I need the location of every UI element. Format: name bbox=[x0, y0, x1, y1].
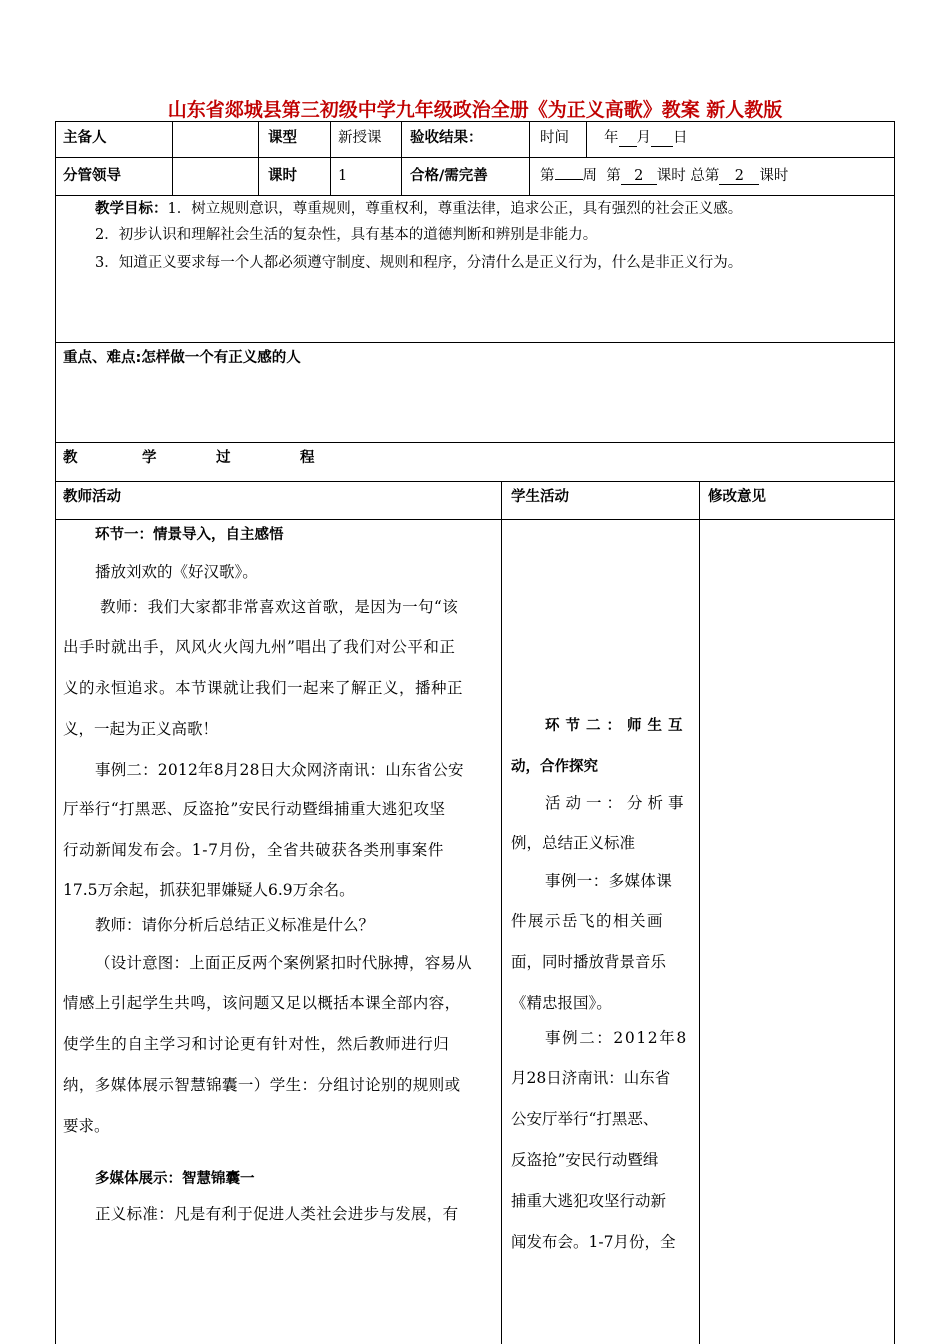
process-char-3: 过 bbox=[216, 450, 231, 466]
column-header-teacher: 教师活动 bbox=[63, 489, 121, 505]
student-line: 面，同时播放背景音乐 bbox=[511, 953, 667, 971]
teacher-line: 纳，多媒体展示智慧锦囊一）学生：分组讨论别的规则或 bbox=[63, 1076, 461, 1094]
total-suffix: 课时 bbox=[759, 168, 789, 184]
student-line: 事例二：2012年8 bbox=[545, 1029, 688, 1047]
label-supervisor: 分管领导 bbox=[63, 168, 121, 184]
column-divider bbox=[258, 121, 259, 195]
label-lesson-type: 课型 bbox=[268, 130, 297, 146]
label-pass-improve: 合格/需完善 bbox=[410, 168, 488, 184]
date-blank bbox=[651, 130, 673, 147]
teacher-line: 使学生的自主学习和讨论更有针对性，然后教师进行归 bbox=[63, 1035, 450, 1053]
label-acceptance-result: 验收结果： bbox=[410, 130, 483, 146]
value-lesson-type: 新授课 bbox=[338, 130, 382, 146]
student-line: 事例一：多媒体课 bbox=[545, 872, 673, 890]
process-char-1: 教 bbox=[63, 450, 78, 466]
schedule-field bbox=[540, 166, 788, 186]
teacher-line: 正义标准：凡是有利于促进人类社会进步与发展，有 bbox=[95, 1205, 459, 1223]
date-year: 年 bbox=[604, 130, 619, 146]
column-divider bbox=[501, 481, 502, 1344]
row-divider bbox=[55, 519, 895, 520]
objective-line-2: 2．初步认识和理解社会生活的复杂性，具有基本的道德判断和辨别是非能力。 bbox=[95, 227, 598, 243]
row-divider bbox=[55, 342, 895, 343]
value-periods: 1 bbox=[338, 168, 348, 184]
total-number: 2 bbox=[719, 168, 759, 185]
student-line: 捕重大逃犯攻坚行动新 bbox=[511, 1192, 667, 1210]
student-line: 例，总结正义标准 bbox=[511, 834, 636, 852]
student-heading-line-1: 环节二：师生互 bbox=[545, 718, 689, 734]
column-divider bbox=[586, 121, 587, 157]
row-divider bbox=[55, 442, 895, 443]
student-line: 闻发布会。1-7月份，全 bbox=[511, 1233, 676, 1251]
keypoints-label: 重点、难点: bbox=[63, 350, 142, 366]
process-char-4: 程 bbox=[300, 450, 315, 466]
keypoints-text: 怎样做一个有正义感的人 bbox=[141, 350, 301, 366]
student-line: 《精忠报国》。 bbox=[511, 994, 612, 1012]
student-line: 月28日济南讯：山东省 bbox=[511, 1069, 671, 1087]
column-header-student: 学生活动 bbox=[511, 489, 569, 505]
date-field bbox=[604, 128, 688, 148]
teacher-line: 事例二：2012年8月28日大众网济南讯：山东省公安 bbox=[95, 761, 464, 779]
teacher-line: 教师：我们大家都非常喜欢这首歌，是因为一句“该 bbox=[100, 598, 459, 616]
teacher-line: 情感上引起学生共鸣，该问题又足以概括本课全部内容， bbox=[63, 994, 461, 1012]
objective-line-3: 3．知道正义要求每一个人都必须遵守制度、规则和程序，分清什么是正义行为，什么是非正义行为。 bbox=[95, 255, 743, 271]
column-divider bbox=[401, 121, 402, 195]
column-divider bbox=[699, 481, 700, 1344]
document-title: 山东省郯城县第三初级中学九年级政治全册《为正义高歌》教案 新人教版 bbox=[167, 99, 783, 121]
label-time: 时间 bbox=[540, 130, 569, 146]
column-divider bbox=[529, 121, 530, 195]
teacher-line: 17.5万余起，抓获犯罪嫌疑人6.9万余名。 bbox=[63, 881, 355, 899]
week-suffix: 周 bbox=[582, 168, 597, 184]
student-line: 件展示岳飞的相关画 bbox=[511, 912, 665, 930]
row-divider bbox=[55, 481, 895, 482]
teacher-heading-1: 环节一：情景导入，自主感悟 bbox=[95, 527, 284, 543]
row-divider bbox=[55, 195, 895, 196]
lesson-number: 2 bbox=[621, 168, 657, 185]
teacher-line: 要求。 bbox=[63, 1117, 110, 1135]
teacher-line: 义的永恒追求。本节课就让我们一起来了解正义，播种正 bbox=[63, 679, 464, 697]
date-day: 日 bbox=[673, 130, 688, 146]
lesson-prefix: 第 bbox=[606, 168, 621, 184]
column-divider bbox=[330, 121, 331, 195]
lesson-suffix: 课时 bbox=[656, 168, 686, 184]
keypoints-line bbox=[63, 348, 301, 368]
date-blank bbox=[619, 130, 637, 147]
label-main-preparer: 主备人 bbox=[63, 130, 107, 146]
objective-text-1: 1．树立规则意识，尊重规则，尊重权利，尊重法律，追求公正，具有强烈的社会正义感。 bbox=[167, 201, 743, 217]
total-prefix: 总第 bbox=[690, 168, 720, 184]
label-periods: 课时 bbox=[268, 168, 297, 184]
student-line: 反盗抢”安民行动暨缉 bbox=[511, 1151, 659, 1169]
objectives-label: 教学目标： bbox=[95, 201, 168, 217]
student-heading-line-2: 动，合作探究 bbox=[511, 759, 598, 775]
column-header-revise: 修改意见 bbox=[708, 489, 766, 505]
process-char-2: 学 bbox=[142, 450, 157, 466]
teacher-line: 教师：请你分析后总结正义标准是什么？ bbox=[95, 916, 375, 934]
teacher-line: （设计意图：上面正反两个案例紧扣时代脉搏，容易从 bbox=[95, 954, 472, 972]
column-divider bbox=[172, 121, 173, 195]
teacher-line: 出手时就出手，风风火火闯九州”唱出了我们对公平和正 bbox=[63, 638, 456, 656]
date-month: 月 bbox=[636, 130, 651, 146]
teacher-line: 义，一起为正义高歌！ bbox=[63, 720, 219, 738]
week-blank bbox=[555, 179, 583, 180]
student-line: 公安厅举行“打黑恶、 bbox=[511, 1110, 659, 1128]
week-prefix: 第 bbox=[540, 168, 555, 184]
teacher-line: 行动新闻发布会。1-7月份，全省共破获各类刑事案件 bbox=[63, 841, 444, 859]
row-divider bbox=[55, 157, 895, 158]
objective-line-1 bbox=[95, 199, 742, 219]
student-line: 活动一：分析事 bbox=[545, 794, 689, 812]
teacher-line: 厅举行“打黑恶、反盗抢”安民行动暨缉捕重大逃犯攻坚 bbox=[63, 800, 446, 818]
teacher-heading-2: 多媒体展示：智慧锦囊一 bbox=[95, 1171, 255, 1187]
teacher-line: 播放刘欢的《好汉歌》。 bbox=[95, 563, 258, 581]
